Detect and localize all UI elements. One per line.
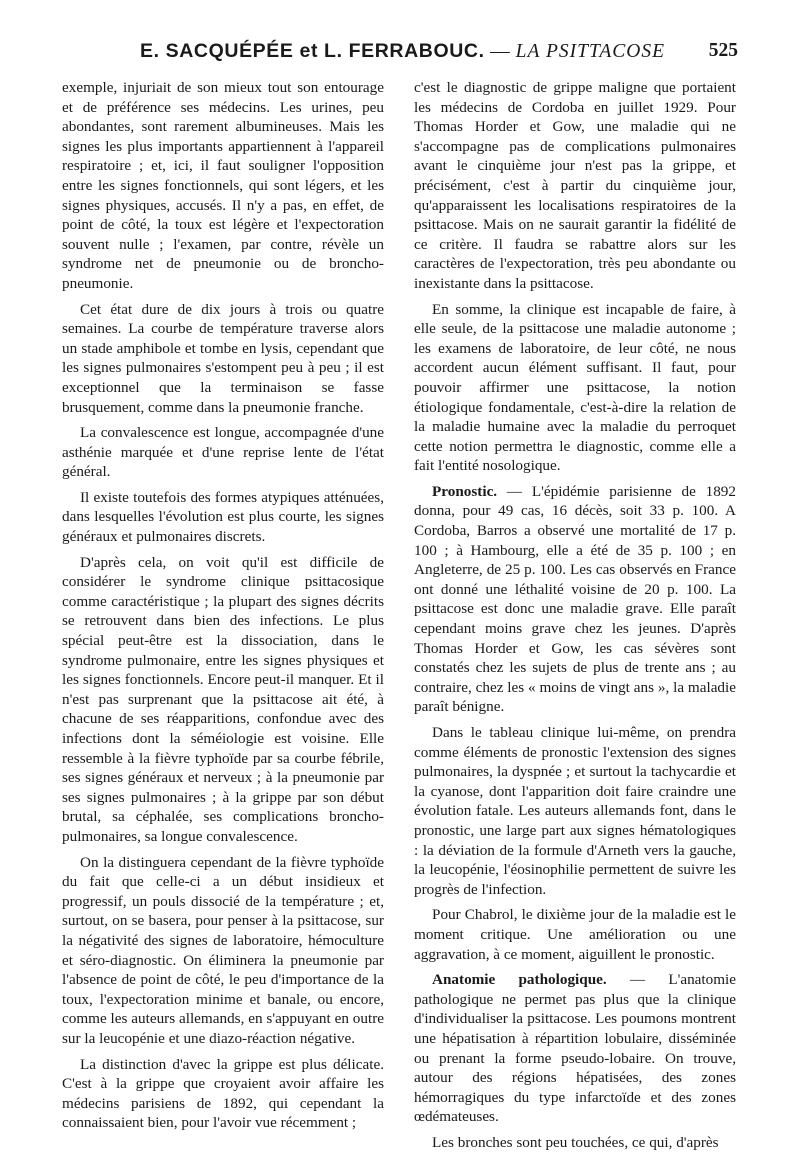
paragraph: Les bronches sont peu touchées, ce qui, d'après xyxy=(432,1133,719,1151)
paragraph: exemple, injuriait de son mieux tout son entourage et de préférence ses médecins. Les urines, peu abondantes, sont rarement albumineuses. Mais les signes les plus importants appartiennent à l'appareil respiratoire ; et, ici, il faut souligner l'opposition entre les signes fonctionnels, qui sont légers, et les signes physiques, accusés. Il n'y a pas, en effet, de point de côté, la toux est légère et l'expectoration souvent nulle ; l'examen, par contre, révèle un syndrome net de pneumonie ou de broncho-pneumonie. xyxy=(62,79,384,292)
paragraph: Il existe toutefois des formes atypiques atténuées, dans lesquelles l'évolution est plus courte, les signes généraux et pulmonaires discrets. xyxy=(62,488,384,546)
anatomie-text: — L'anatomie pathologique ne permet pas plus que la clinique d'individualiser la psittacose. Les poumons montrent une hépatisation à répartition lobulaire, disséminée ou prenant la forme pseudo-lobaire. On trouve, autour des régions hépatisées, des zones hémorragiques du type infarctoïde et des zones œdémateuses. xyxy=(414,971,736,1126)
section-title-anatomie: Anatomie pathologique. xyxy=(432,971,607,989)
paragraph: Pour Chabrol, le dixième jour de la maladie est le moment critique. Une amélioration ou une aggravation, à ce moment, aiguillent le pronostic. xyxy=(414,906,736,963)
right-column xyxy=(414,78,736,1158)
paragraph: On la distinguera cependant de la fièvre typhoïde du fait que celle-ci a un début insidieux et progressif, un pouls dissocié de la température ; et, surtout, on se basera, pour penser à la psittacose, sur la négativité des signes de laboratoire, hémoculture et séro-diagnostic. On éliminera la pneumonie par l'absence de point de côté, le peu d'importance de la toux, l'expectoration minime et banale, ou encore, comme les auteurs allemands, en s'appuyant en outre sur la leucopénie et une diazo-réaction négative. xyxy=(62,853,384,1047)
paragraph: La convalescence est longue, accompagnée d'une asthénie marquée et d'une reprise lente de l'état général. xyxy=(62,424,384,481)
pronostic-text: — L'épidémie parisienne de 1892 donna, pour 49 cas, 16 décès, soit 33 p. 100. A Cordoba, Barros a observé une mortalité de 17 p. 100 ; à Hambourg, elle a été de 35 p. 100 ; en Angleterre, de 25 p. 100. Les cas observés en France ont donné une léthalité voisine de 20 p. 100. La psittacose est donc une maladie grave. Elle paraît cependant moins grave chez les jeunes. D'après Thomas Horder et Gow, les cas sévères sont constatés chez les sujets de plus de trente ans ; au contraire, chez les « moins de vingt ans », la maladie paraît bénigne. xyxy=(414,482,736,716)
header-authors: E. SACQUÉPÉE et L. FERRABOUC. xyxy=(140,40,485,62)
page-number: 525 xyxy=(708,40,738,61)
paragraph: Cet état dure de dix jours à trois ou quatre semaines. La courbe de température traverse alors un stade amphibole et tombe en lysis, cependant que les signes pulmonaires s'estompent peu à peu ; il est exceptionnel que la terminaison se fasse brusquement, comme dans la pneumonie franche. xyxy=(62,300,384,416)
header-title: LA PSITTACOSE xyxy=(515,41,666,62)
paragraph: En somme, la clinique est incapable de faire, à elle seule, de la psittacose une maladie autonome ; les examens de laboratoire, de leur côté, ne nous accordent aucun élément suffisant. Il faut, pour pouvoir affirmer une psittacose, la notion étiologique fondamentale, c'est-à-dire la relation de la maladie humaine avec la maladie du perroquet cette notion permettra le diagnostic, comme elle a fait l'entité nosologique. xyxy=(414,300,736,475)
anatomie-paragraph xyxy=(414,970,736,1127)
left-column xyxy=(62,78,384,1139)
running-header xyxy=(62,40,738,70)
pronostic-paragraph xyxy=(414,482,736,717)
section-title-pronostic: Pronostic. xyxy=(432,482,498,500)
paragraph: D'après cela, on voit qu'il est difficile de considérer le syndrome clinique psittacosique comme caractéristique ; la plupart des signes décrits se retrouvent dans bien des infections. Le plus spécial peut-être est la dissociation, dans le syndrome pulmonaire, entre les signes physiques et les signes fonctionnels. Encore peut-il manquer. Et il n'est pas surprenant que la psittacose ait été, à chacune de ses réapparitions, confondue avec des infections dont la séméiologie est voisine. Elle ressemble à la fièvre typhoïde par sa courbe fébrile, ses signes généraux et nerveux ; à la pneumonie par ses signes pulmonaires ; à la grippe par son début brutal, sa céphalée, ses complications broncho-pulmonaires, sa longue convalescence. xyxy=(62,553,384,845)
paragraph: La distinction d'avec la grippe est plus délicate. C'est à la grippe que croyaient avoir affaire les médecins parisiens de 1892, qui cependant la connaissaient bien, pour l'avoir vue récemment ; xyxy=(62,1055,384,1132)
header-separator: — xyxy=(484,41,516,62)
header-line xyxy=(140,40,665,63)
paragraph: c'est le diagnostic de grippe maligne que portaient les médecins de Cordoba en juillet 1929. Pour Thomas Horder et Gow, une maladie qui ne s'accompagne pas de complications pulmonaires avant le cinquième jour n'est pas la grippe, et précisément, c'est à partir du cinquième jour, qu'apparaissent les localisations respiratoires de la psittacose. Mais on ne saurait garantir la fidélité de ce critère. Il faudra se rabattre alors sur les caractères de l'expectoration, très peu abondante ou inexistante dans la psittacose. xyxy=(414,79,736,292)
paragraph: Dans le tableau clinique lui-même, on prendra comme éléments de pronostic l'extension des signes pulmonaires, la dyspnée ; et surtout la tachycardie et la cyanose, dont l'apparition doit faire craindre une évolution fatale. Les auteurs allemands font, dans le pronostic, une large part aux signes hématologiques : la déviation de la formule d'Arneth vers la gauche, la leucopénie, l'éosinophilie permettent de suivre les progrès de l'infection. xyxy=(414,724,736,898)
